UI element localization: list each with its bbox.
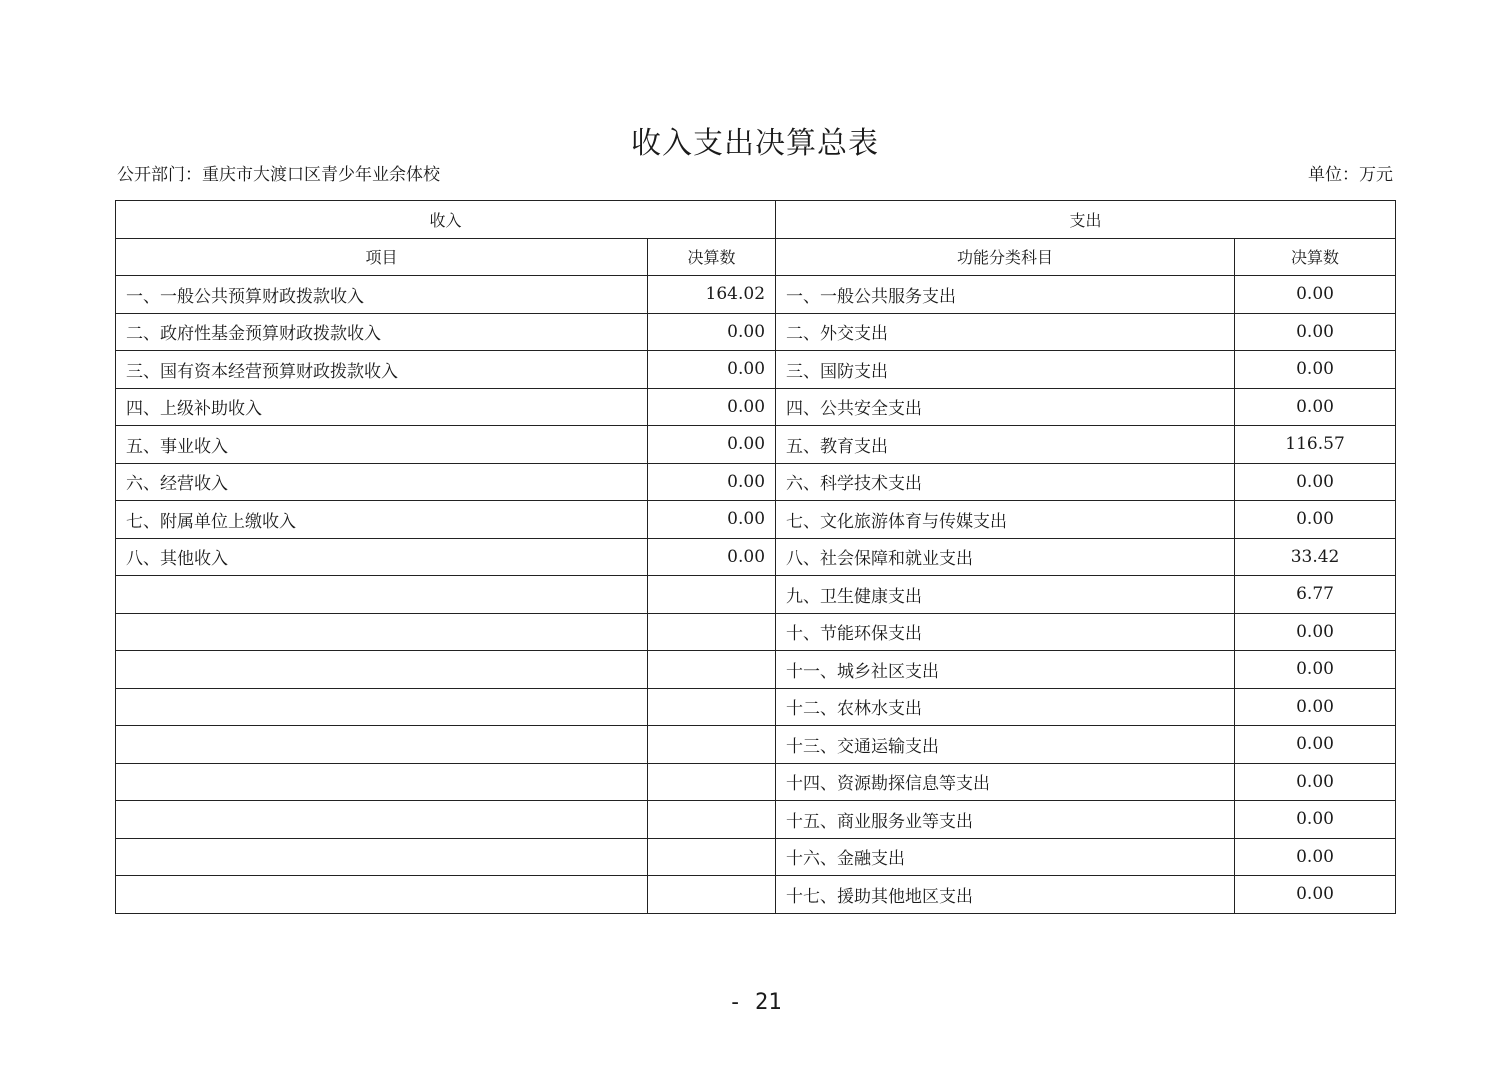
expense-category-cell: 四、公共安全支出 [776,388,1235,426]
table-row [116,726,1396,764]
department-label: 公开部门：重庆市大渡口区青少年业余体校 [117,165,440,185]
expense-category-cell: 二、外交支出 [776,313,1235,351]
income-amount-cell [648,876,776,914]
expense-category-cell: 九、卫生健康支出 [776,576,1235,614]
income-amount-cell [648,576,776,614]
income-item-cell [116,801,648,839]
income-item-cell [116,576,648,614]
page-number: - 21 [728,990,782,1015]
income-amount-column-header: 决算数 [648,238,776,276]
item-column-header: 项目 [116,238,648,276]
expense-category-cell: 五、教育支出 [776,426,1235,464]
income-item-cell [116,688,648,726]
table-row [116,876,1396,914]
expense-amount-cell: 0.00 [1235,613,1396,651]
income-amount-cell: 0.00 [648,351,776,389]
table-row [116,688,1396,726]
expense-amount-cell: 0.00 [1235,726,1396,764]
expense-amount-cell: 0.00 [1235,501,1396,539]
expense-amount-cell: 116.57 [1235,426,1396,464]
income-item-cell: 六、经营收入 [116,463,648,501]
table-row [116,651,1396,689]
income-item-cell [116,763,648,801]
expense-category-cell: 一、一般公共服务支出 [776,276,1235,314]
expense-header: 支出 [776,201,1396,239]
income-item-cell [116,651,648,689]
table-row [116,351,1396,389]
table-row [116,313,1396,351]
expense-amount-cell: 0.00 [1235,651,1396,689]
expense-category-cell: 十四、资源勘探信息等支出 [776,763,1235,801]
table-row [116,613,1396,651]
unit-label: 单位：万元 [1308,165,1393,185]
income-header: 收入 [116,201,776,239]
expense-amount-cell: 0.00 [1235,313,1396,351]
income-amount-cell [648,613,776,651]
income-item-cell: 四、上级补助收入 [116,388,648,426]
income-amount-cell: 0.00 [648,388,776,426]
expense-amount-cell: 0.00 [1235,388,1396,426]
table-row [116,501,1396,539]
income-amount-cell [648,651,776,689]
income-amount-cell [648,801,776,839]
table-row [116,426,1396,464]
income-amount-cell: 0.00 [648,501,776,539]
table-row [116,538,1396,576]
income-amount-cell: 0.00 [648,463,776,501]
expense-category-cell: 七、文化旅游体育与传媒支出 [776,501,1235,539]
expense-amount-cell: 33.42 [1235,538,1396,576]
table-row [116,463,1396,501]
table-row [116,763,1396,801]
expense-amount-cell: 0.00 [1235,463,1396,501]
income-item-cell: 五、事业收入 [116,426,648,464]
income-item-cell: 七、附属单位上缴收入 [116,501,648,539]
expense-amount-cell: 0.00 [1235,801,1396,839]
table-row [116,838,1396,876]
expense-category-cell: 十、节能环保支出 [776,613,1235,651]
income-expense-table [115,200,1396,914]
income-amount-cell [648,838,776,876]
income-amount-cell: 164.02 [648,276,776,314]
income-amount-cell [648,688,776,726]
expense-category-cell: 十七、援助其他地区支出 [776,876,1235,914]
expense-category-cell: 八、社会保障和就业支出 [776,538,1235,576]
expense-category-cell: 十二、农林水支出 [776,688,1235,726]
table-row [116,801,1396,839]
expense-amount-cell: 0.00 [1235,351,1396,389]
income-item-cell: 三、国有资本经营预算财政拨款收入 [116,351,648,389]
expense-amount-column-header: 决算数 [1235,238,1396,276]
income-item-cell: 八、其他收入 [116,538,648,576]
income-item-cell [116,613,648,651]
income-amount-cell [648,763,776,801]
income-amount-cell [648,726,776,764]
expense-amount-cell: 0.00 [1235,838,1396,876]
table-body [116,276,1396,914]
table-subheader-row [116,238,1396,276]
expense-category-cell: 十六、金融支出 [776,838,1235,876]
table-row [116,388,1396,426]
expense-amount-cell: 6.77 [1235,576,1396,614]
expense-category-cell: 十五、商业服务业等支出 [776,801,1235,839]
table-row [116,276,1396,314]
expense-amount-cell: 0.00 [1235,763,1396,801]
income-amount-cell: 0.00 [648,426,776,464]
expense-amount-cell: 0.00 [1235,276,1396,314]
expense-category-cell: 六、科学技术支出 [776,463,1235,501]
table-row [116,576,1396,614]
expense-amount-cell: 0.00 [1235,876,1396,914]
expense-amount-cell: 0.00 [1235,688,1396,726]
expense-category-cell: 三、国防支出 [776,351,1235,389]
table-header-row [116,201,1396,239]
income-item-cell: 一、一般公共预算财政拨款收入 [116,276,648,314]
income-item-cell: 二、政府性基金预算财政拨款收入 [116,313,648,351]
income-item-cell [116,726,648,764]
expense-category-cell: 十一、城乡社区支出 [776,651,1235,689]
income-item-cell [116,876,648,914]
income-amount-cell: 0.00 [648,538,776,576]
income-amount-cell: 0.00 [648,313,776,351]
category-column-header: 功能分类科目 [776,238,1235,276]
income-item-cell [116,838,648,876]
expense-category-cell: 十三、交通运输支出 [776,726,1235,764]
report-title: 收入支出决算总表 [631,126,879,161]
